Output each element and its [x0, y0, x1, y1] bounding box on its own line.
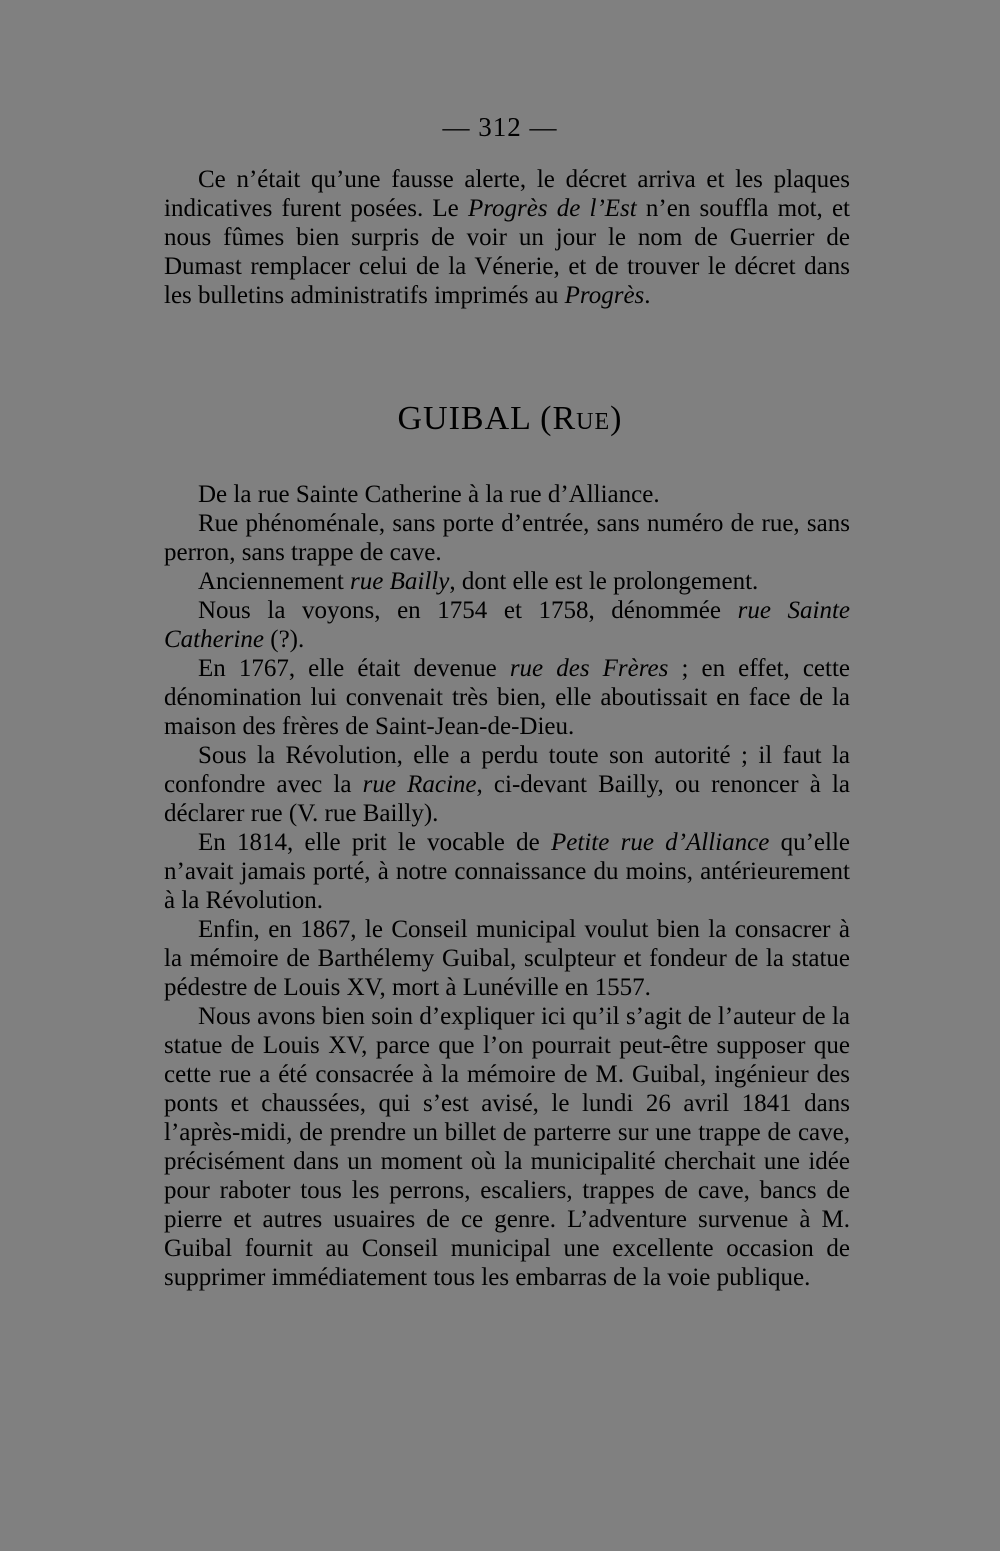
street-name: GUIBAL — [397, 400, 531, 437]
paragraph: En 1814, elle prit le vocable de Petite rue d’Alliance qu’elle n’avait jamais porté, à notre connaissance du moins, antérieurement à la Révolution. — [164, 829, 850, 914]
paragraph: Rue phénoménale, sans porte d’entrée, sans numéro de rue, sans perron, sans trappe de cave. — [164, 510, 850, 566]
street-type: (Rue) — [540, 400, 623, 437]
paragraph: Nous la voyons, en 1754 et 1758, dénommée rue Sainte Catherine (?). — [164, 597, 850, 653]
paragraph: Nous avons bien soin d’expliquer ici qu’il s’agit de l’auteur de la statue de Louis XV, parce que l’on pourrait peut-être supposer que cette rue a été consacrée à la mémoire de M. Guibal, ingénieur des ponts et chaussées, qui s’est avisé, le lundi 26 avril 1841 dans l’après-midi, de prendre un billet de parterre sur une trappe de cave, précisément dans un moment où la municipalité cherchait une idée pour raboter tous les perrons, escaliers, trappes de cave, bancs de pierre et autres usuaires de ce genre. L’adventure survenue à M. Guibal fournit au Conseil municipal une excellente occasion de supprimer immédiatement tous les embarras de la voie publique. — [164, 1003, 850, 1291]
journal-title-short: Progrès — [564, 282, 645, 309]
intro-block — [164, 165, 850, 310]
intro-paragraph: Ce n’était qu’une fausse alerte, le décret arriva et les plaques indicatives furent posées. Le Progrès de l’Est n’en souffla mot, et nous fûmes bien surpris de voir un jour le nom de Guerrier de Dumast remplacer celui de la Vénerie, et de trouver le décret dans les bulletins administratifs imprimés au Progrès. — [164, 166, 850, 309]
page-number: — 312 — — [442, 112, 558, 142]
article-body — [164, 480, 850, 1292]
paragraph: Anciennement rue Bailly, dont elle est le prolongement. — [198, 568, 759, 595]
paragraph: Sous la Révolution, elle a perdu toute son autorité ; il faut la confondre avec la rue Racine, ci-devant Bailly, ou renoncer à la déclarer rue (V. rue Bailly). — [164, 742, 850, 827]
paragraph: En 1767, elle était devenue rue des Frères ; en effet, cette dénomination lui convenait très bien, elle aboutissait en face de la maison des frères de Saint-Jean-de-Dieu. — [164, 655, 851, 740]
section-heading — [0, 400, 1000, 438]
paragraph: De la rue Sainte Catherine à la rue d’Alliance. — [198, 481, 660, 508]
journal-title: Progrès de l’Est — [467, 195, 637, 222]
paragraph: Enfin, en 1867, le Conseil municipal voulut bien la consacrer à la mémoire de Barthélemy Guibal, sculpteur et fondeur de la statue pédestre de Louis XV, mort à Lunéville en 1557. — [164, 916, 850, 1001]
